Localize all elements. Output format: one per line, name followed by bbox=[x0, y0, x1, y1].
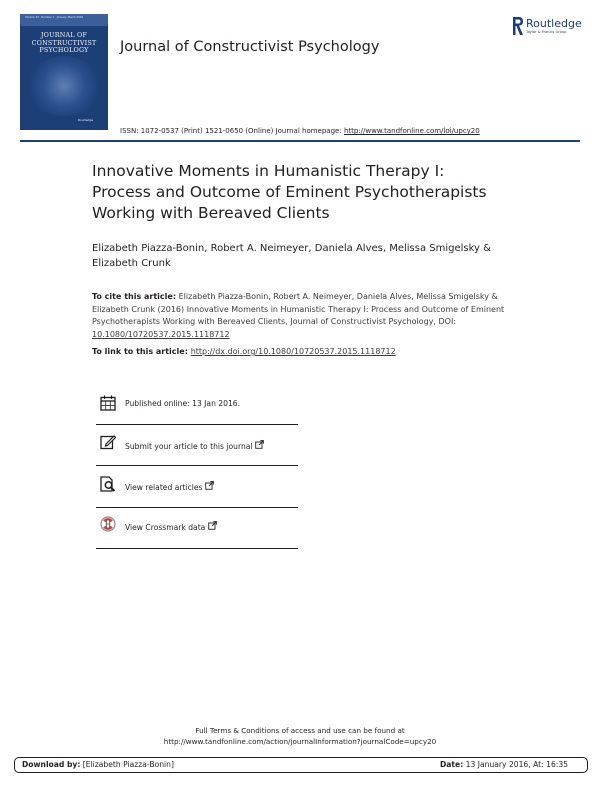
issn-line bbox=[120, 127, 480, 135]
related-articles-link[interactable] bbox=[125, 481, 214, 492]
cite-label: To cite this article: bbox=[92, 292, 177, 301]
journal-homepage-link[interactable]: http://www.tandfonline.com/loi/upcy20 bbox=[343, 127, 480, 135]
cover-title bbox=[24, 32, 104, 55]
article-authors: Elizabeth Piazza-Bonin, Robert A. Neimeyer, Daniela Alves, Melissa Smigelsky & Elizabeth Crunk bbox=[92, 243, 491, 269]
article-link-line bbox=[92, 346, 532, 358]
download-date bbox=[440, 760, 568, 769]
submit-article-link[interactable] bbox=[125, 440, 264, 451]
crossmark-label: View Crossmark data bbox=[125, 523, 206, 532]
journal-title: Journal of Constructivist Psychology bbox=[120, 39, 380, 55]
related-articles-label: View related articles bbox=[125, 483, 203, 492]
row-divider bbox=[96, 465, 298, 466]
edit-icon bbox=[100, 434, 116, 450]
issn-text: ISSN: 1072-0537 (Print) 1521-0650 (Online) Journal homepage: bbox=[120, 127, 344, 135]
header-divider bbox=[20, 140, 580, 142]
journal-cover bbox=[20, 14, 108, 130]
cover-artwork bbox=[28, 56, 100, 116]
calendar-icon bbox=[100, 395, 116, 411]
submit-article-label: Submit your article to this journal bbox=[125, 442, 253, 451]
related-articles-icon bbox=[100, 476, 116, 492]
published-online: Published online: 13 Jan 2016. bbox=[125, 399, 241, 408]
article-link[interactable]: http://dx.doi.org/10.1080/10720537.2015.1118712 bbox=[190, 347, 396, 356]
downloaded-by bbox=[22, 760, 174, 769]
terms-footer bbox=[0, 726, 600, 747]
logo-name: Routledge bbox=[526, 17, 582, 30]
row-divider bbox=[96, 424, 298, 425]
row-divider bbox=[96, 507, 298, 508]
row-divider bbox=[96, 548, 298, 549]
external-link-icon bbox=[205, 481, 214, 490]
download-user: [Elizabeth Piazza-Bonin] bbox=[80, 760, 174, 769]
cover-title-line: CONSTRUCTIVIST bbox=[31, 38, 97, 47]
external-link-icon bbox=[208, 521, 217, 530]
crossmark-link[interactable] bbox=[125, 521, 217, 532]
terms-line: Full Terms & Conditions of access and use can be found at bbox=[195, 726, 405, 735]
link-label: To link to this article: bbox=[92, 347, 191, 356]
date-label: Date: bbox=[440, 760, 464, 769]
terms-url-link[interactable]: http://www.tandfonline.com/action/journalInformation?journalCode=upcy20 bbox=[163, 736, 437, 746]
cover-publisher: Routledge bbox=[78, 118, 94, 122]
download-label: Download by: bbox=[22, 760, 81, 769]
date-value: 13 January 2016, At: 16:35 bbox=[463, 760, 568, 769]
cover-issue-text: Volume 29 · Number 1 · January–March 2016 bbox=[25, 16, 84, 19]
cite-text: Elizabeth Piazza-Bonin, Robert A. Neimeyer, Daniela Alves, Melissa Smigelsky & Elizabeth Crunk (2016) Innovative Moments in Humanistic Therapy I: Process and Outcome of Eminent Psychotherapists Working with Bereaved Clients, Journal of Constructivist Psychology, DOI: bbox=[92, 292, 505, 326]
crossmark-icon bbox=[100, 516, 116, 532]
cover-title-line: JOURNAL OF bbox=[40, 31, 88, 39]
external-link-icon bbox=[255, 440, 264, 449]
routledge-logo-icon bbox=[512, 16, 524, 36]
cover-title-line: PSYCHOLOGY bbox=[39, 46, 89, 55]
publisher-logo bbox=[512, 16, 594, 42]
citation-block bbox=[92, 291, 524, 341]
article-title: Innovative Moments in Humanistic Therapy I: Process and Outcome of Eminent Psychotherapists Working with Bereaved Clients bbox=[92, 162, 487, 222]
doi-link[interactable]: 10.1080/10720537.2015.1118712 bbox=[92, 329, 230, 339]
logo-tagline: Taylor & Francis Group bbox=[526, 30, 567, 34]
